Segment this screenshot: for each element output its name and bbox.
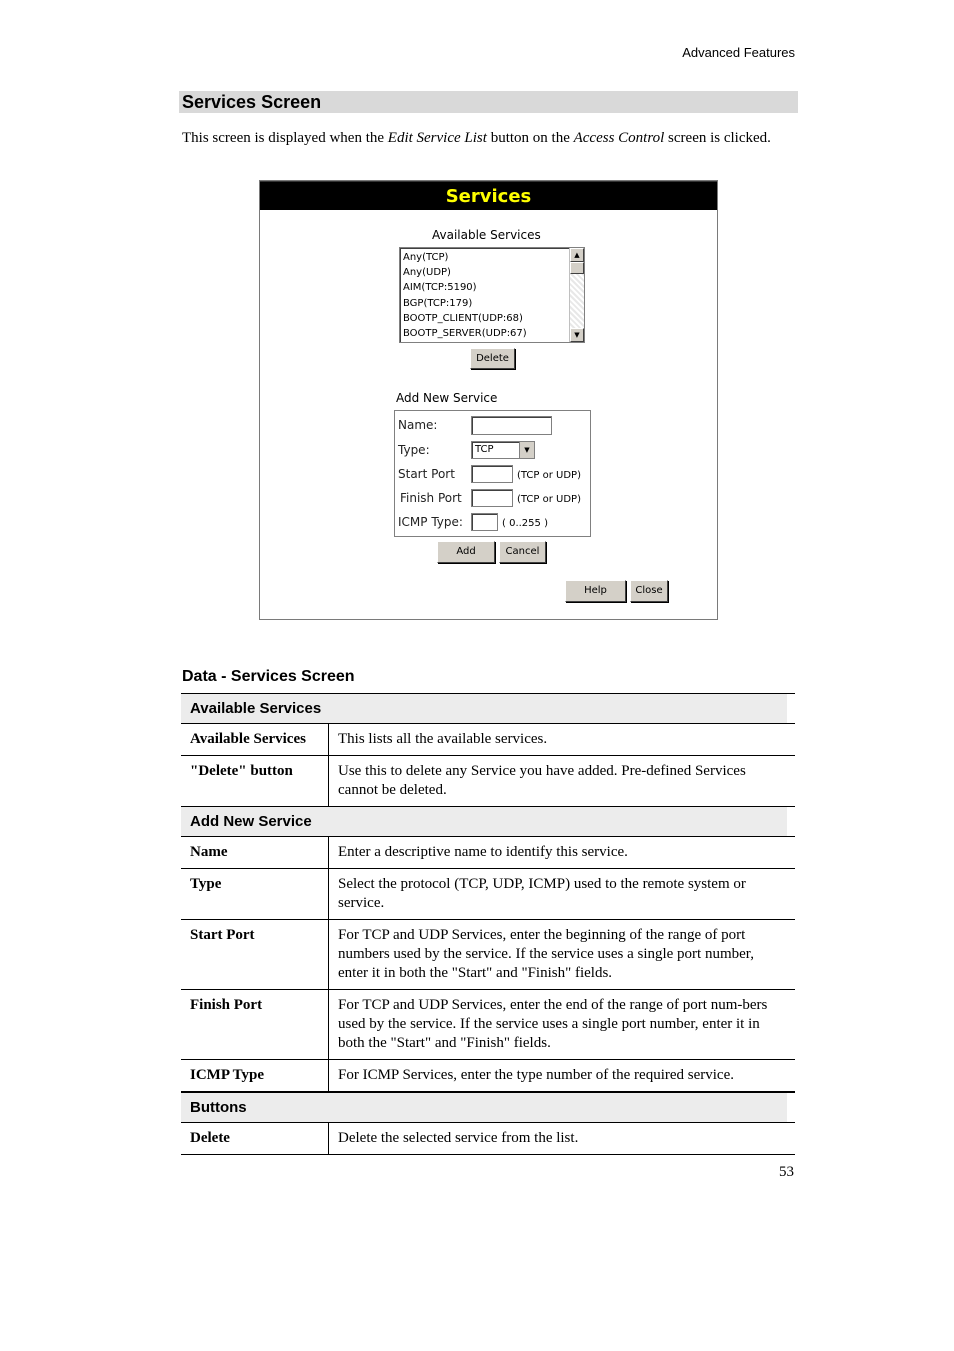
service-list-item[interactable]: Any(TCP) <box>403 252 449 263</box>
table-row <box>181 1059 795 1091</box>
row-description: Delete the selected service from the list. <box>338 1130 579 1146</box>
row-term: Name <box>181 837 329 868</box>
finish-port-input[interactable] <box>471 489 513 507</box>
table-section-heading <box>181 693 795 723</box>
add-new-service-label: Add New Service <box>396 391 498 405</box>
table-title: Data - Services Screen <box>182 668 355 685</box>
help-button[interactable]: Help <box>565 580 626 602</box>
service-list-item[interactable]: BGP(TCP:179) <box>403 297 473 309</box>
page-number: 53 <box>779 1164 794 1180</box>
start-port-hint: (TCP or UDP) <box>517 470 581 481</box>
table-row <box>181 919 795 989</box>
row-term: Start Port <box>181 920 329 989</box>
section-heading-text: Add New Service <box>181 807 787 836</box>
table-row <box>181 755 795 806</box>
table-row <box>181 868 795 919</box>
row-description: For TCP and UDP Services, enter the beginning of the range of port numbers used by the service. If the service uses a single port number, enter it in both the "Start" and "Finish" fields. <box>338 927 754 981</box>
finish-port-label: Finish Port <box>400 491 462 505</box>
service-list-item[interactable]: Any(UDP) <box>403 267 451 279</box>
section-heading-text: Buttons <box>181 1093 787 1122</box>
service-list <box>400 250 568 341</box>
start-port-input[interactable] <box>471 465 513 483</box>
delete-button[interactable]: Delete <box>470 348 515 369</box>
service-list-item[interactable]: AIM(TCP:5190) <box>403 282 477 294</box>
intro-emphasis-edit-service-list: Edit Service List <box>387 130 487 146</box>
cancel-button[interactable]: Cancel <box>499 541 546 563</box>
available-services-label: Available Services <box>432 228 541 242</box>
table-row <box>181 723 795 755</box>
intro-text: screen is clicked. <box>664 130 771 146</box>
table-section-heading <box>181 806 795 836</box>
row-term: "Delete" button <box>181 756 329 806</box>
row-description: For ICMP Services, enter the type number of the required service. <box>338 1067 734 1083</box>
row-term: Finish Port <box>181 990 329 1059</box>
listbox-scrollbar[interactable] <box>569 248 584 342</box>
section-heading-text: Available Services <box>181 694 787 723</box>
section-title: Services Screen <box>182 92 322 112</box>
row-term: Delete <box>181 1123 329 1154</box>
services-screen-panel <box>259 180 718 620</box>
table-row <box>181 1122 795 1154</box>
add-new-service-box <box>394 410 591 537</box>
start-port-label: Start Port <box>398 467 455 481</box>
intro-paragraph <box>182 129 782 148</box>
service-list-item[interactable]: BOOTP_CLIENT(UDP:68) <box>403 312 523 324</box>
row-description: Use this to delete any Service you have added. Pre-defined Services cannot be deleted. <box>338 763 746 798</box>
add-button[interactable]: Add <box>437 541 495 563</box>
name-input[interactable] <box>471 416 552 435</box>
finish-port-hint: (TCP or UDP) <box>517 494 581 505</box>
intro-text: This screen is displayed when the <box>182 130 388 146</box>
scrollbar-thumb[interactable] <box>570 262 584 274</box>
data-table <box>181 693 795 1155</box>
icmp-type-label: ICMP Type: <box>398 515 463 529</box>
name-label: Name: <box>398 418 438 432</box>
icmp-type-input[interactable] <box>471 513 498 531</box>
available-services-listbox[interactable] <box>399 247 585 343</box>
table-section-heading <box>181 1091 795 1122</box>
scroll-up-arrow-icon[interactable]: ▲ <box>570 248 584 262</box>
service-list-item[interactable]: BOOTP_SERVER(UDP:67) <box>403 328 527 340</box>
row-description: This lists all the available services. <box>338 731 548 747</box>
running-header: Advanced Features <box>682 45 795 60</box>
panel-title: Services <box>260 181 717 210</box>
close-button[interactable]: Close <box>630 580 668 602</box>
row-description: Enter a descriptive name to identify this service. <box>338 844 628 860</box>
chevron-down-icon[interactable]: ▼ <box>519 442 534 458</box>
row-term: Type <box>181 869 329 919</box>
row-description: Select the protocol (TCP, UDP, ICMP) used to the remote system or service. <box>338 876 746 911</box>
intro-text: button on the <box>486 130 574 146</box>
table-row <box>181 836 795 868</box>
intro-emphasis-access-control: Access Control <box>573 130 665 146</box>
table-bottom-rule <box>181 1154 795 1155</box>
table-row <box>181 989 795 1059</box>
icmp-range-hint: ( 0..255 ) <box>502 518 548 529</box>
row-description: For TCP and UDP Services, enter the end of the range of port num-bers used by the service. If the service uses a single port number, enter it in both the "Start" and "Finish" fields. <box>338 997 768 1051</box>
row-term: ICMP Type <box>181 1060 329 1091</box>
type-select[interactable] <box>471 441 535 459</box>
section-heading-bar <box>179 91 798 113</box>
scroll-down-arrow-icon[interactable]: ▼ <box>570 328 584 342</box>
type-select-value: TCP <box>475 444 494 455</box>
type-label: Type: <box>398 443 430 457</box>
row-term: Available Services <box>181 724 329 755</box>
